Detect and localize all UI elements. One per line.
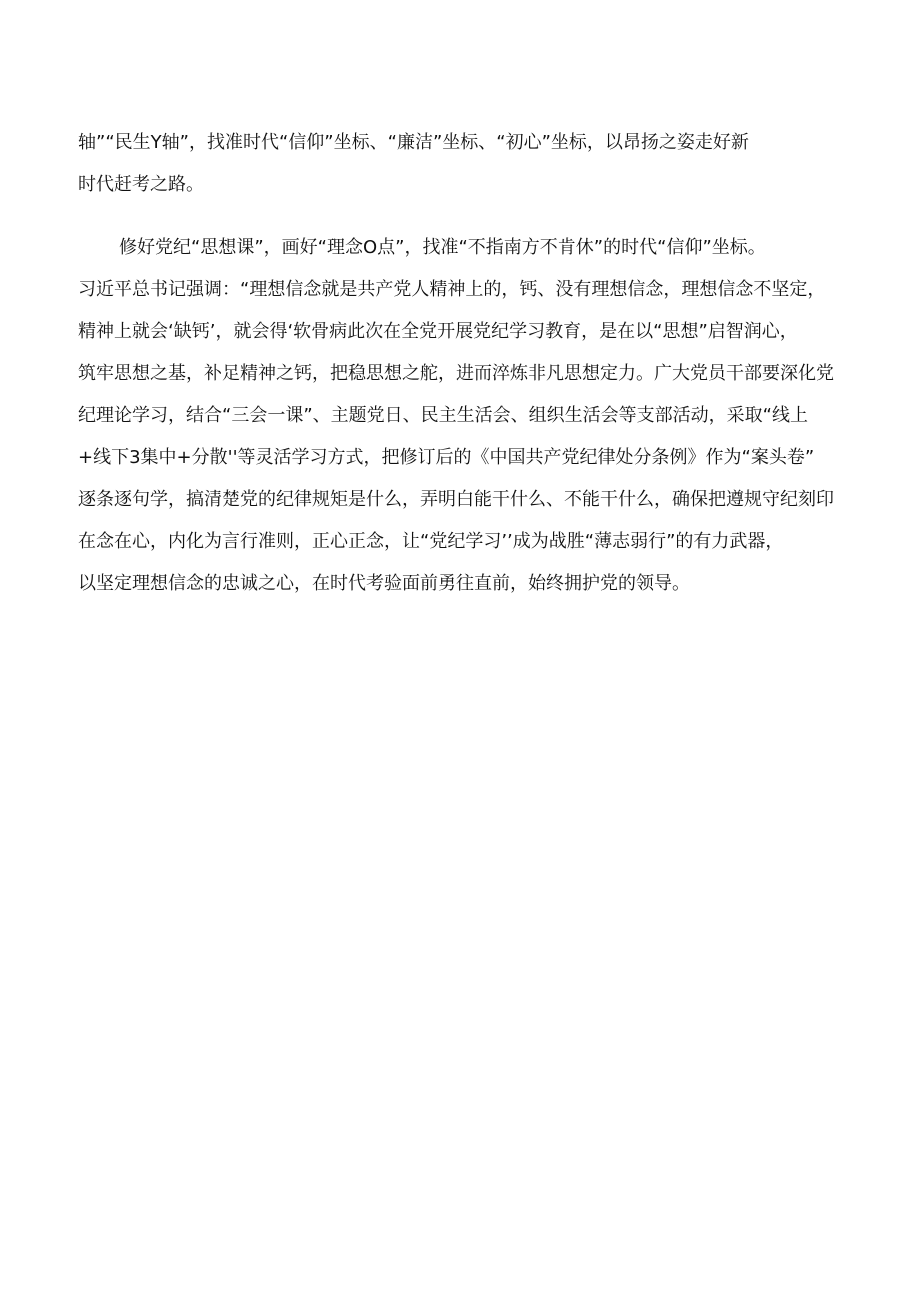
paragraph-2-line-8: 在念在心，内化为言行准则，正心正念，让“党纪学习’’成为战胜“薄志弱行”的有力武器， bbox=[78, 531, 784, 552]
paragraph-2-line-7: 逐条逐句学，搞清楚党的纪律规矩是什么，弄明白能干什么、不能干什么，确保把遵规守纪刻印 bbox=[78, 489, 834, 510]
paragraph-2-line-2: 习近平总书记强调：“理想信念就是共产党人精神上的，钙、没有理想信念，理想信念不坚定， bbox=[78, 279, 826, 300]
paragraph-1-line-2: 时代赶考之路。 bbox=[78, 174, 204, 195]
paragraph-1-line-1: 轴”“民生Y轴”，找准时代“信仰”坐标、“廉洁”坐标、“初心”坐标，以昂扬之姿走好新 bbox=[78, 132, 749, 153]
paragraph-2-line-1: 修好党纪“思想课”，画好“理念O点”，找准“不指南方不肯休”的时代“信仰”坐标。 bbox=[119, 237, 766, 258]
paragraph-2-line-4: 筑牢思想之基，补足精神之钙，把稳思想之舵，进而淬炼非凡思想定力。广大党员干部要深化党 bbox=[78, 363, 834, 384]
paragraph-2-line-5: 纪理论学习，结合“三会一课”、主题党日、民主生活会、组织生活会等支部活动，采取“线上 bbox=[78, 405, 808, 426]
paragraph-2-line-3: 精神上就会‘缺钙’，就会得‘软骨病此次在全党开展党纪学习教育，是在以“思想”启智润心， bbox=[78, 321, 798, 342]
paragraph-2-line-9: 以坚定理想信念的忠诚之心，在时代考验面前勇往直前，始终拥护党的领导。 bbox=[78, 573, 690, 594]
paragraph-2-line-6: +线下3集中+分散''等灵活学习方式，把修订后的《中国共产党纪律处分条例》作为“案头卷” bbox=[78, 447, 815, 468]
